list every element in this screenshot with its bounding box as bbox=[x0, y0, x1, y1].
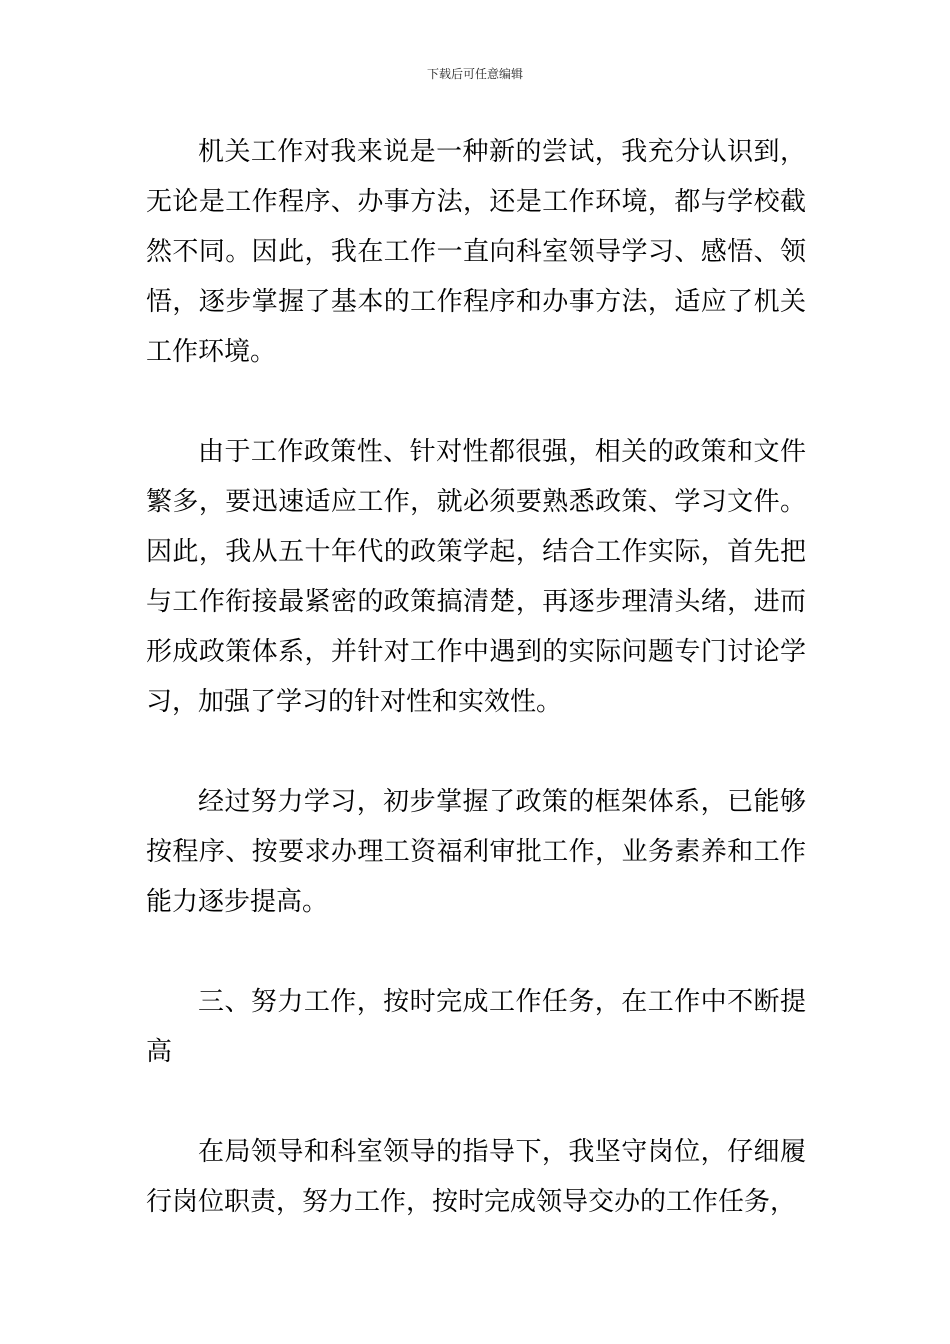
paragraph-3: 经过努力学习，初步掌握了政策的框架体系，已能够按程序、按要求办理工资福利审批工作，业务素养和工作能力逐步提高。 bbox=[146, 787, 806, 917]
paragraph-4: 在局领导和科室领导的指导下，我坚守岗位，仔细履行岗位职责，努力工作，按时完成领导交办的工作任务， bbox=[146, 1137, 806, 1217]
header-note: 下载后可任意编辑 bbox=[426, 67, 523, 81]
body-text bbox=[146, 127, 806, 1277]
paragraph-1: 机关工作对我来说是一种新的尝试，我充分认识到，无论是工作程序、办事方法，还是工作环境，都与学校截然不同。因此，我在工作一直向科室领导学习、感悟、领悟，逐步掌握了基本的工作程序和办事方法，适应了机关工作环境。 bbox=[146, 137, 806, 367]
section-heading-3: 三、努力工作，按时完成工作任务，在工作中不断提高 bbox=[146, 987, 806, 1067]
paragraph-2: 由于工作政策性、针对性都很强，相关的政策和文件繁多，要迅速适应工作，就必须要熟悉政策、学习文件。因此，我从五十年代的政策学起，结合工作实际，首先把与工作衔接最紧密的政策搞清楚，再逐步理清头绪，进而形成政策体系，并针对工作中遇到的实际问题专门讨论学习，加强了学习的针对性和实效性。 bbox=[146, 437, 806, 717]
